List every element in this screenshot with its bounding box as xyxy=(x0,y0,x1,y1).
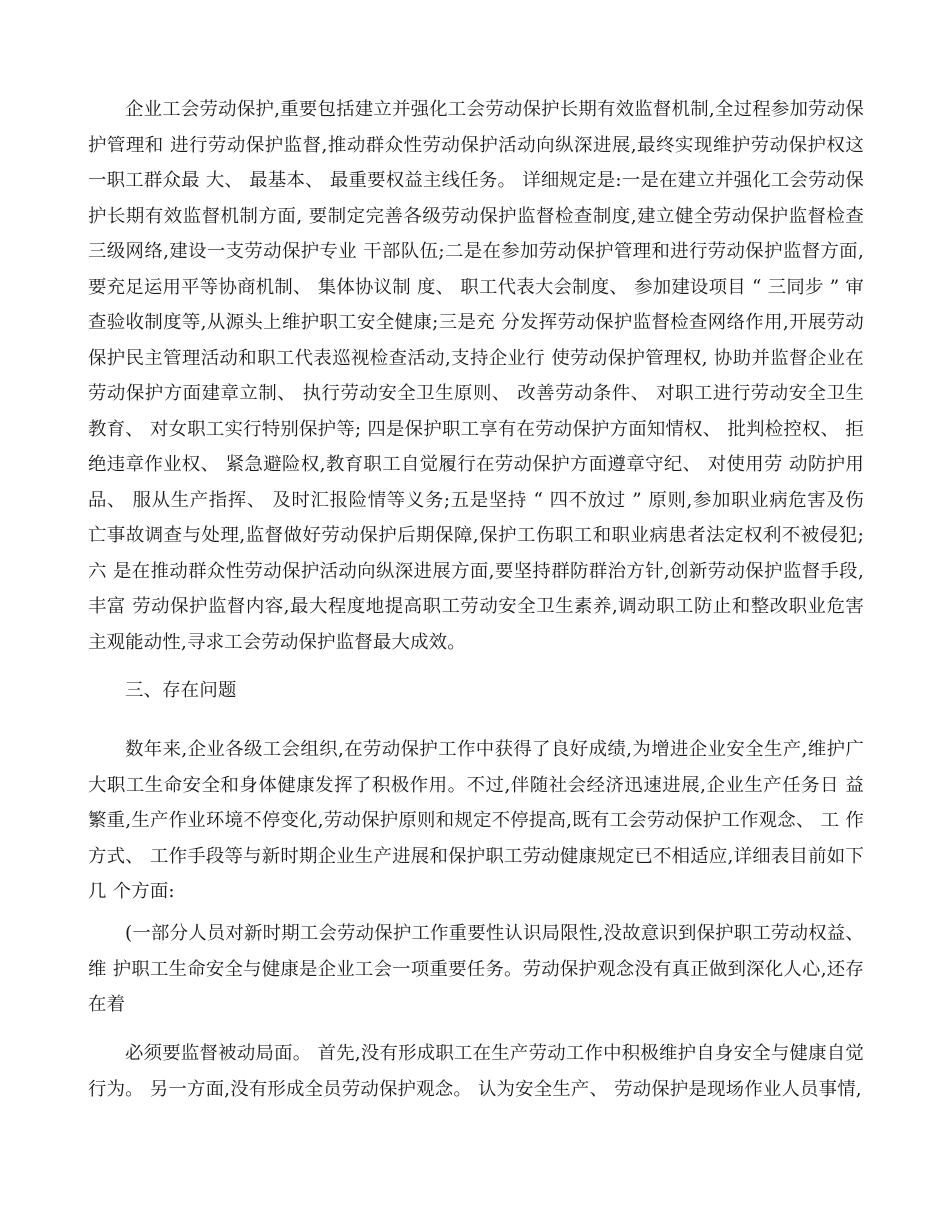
paragraph-insufficient-awareness: (一部分人员对新时期工会劳动保护工作重要性认识局限性,没故意识到保护职工劳动权益、维 护职工生命安全与健康是企业工会一项重要任务。劳动保护观念没有真正做到深化人心,还存在着 xyxy=(88,923,864,1015)
paragraph-achievements-and-gaps: 数年来,企业各级工会组织,在劳动保护工作中获得了良好成绩,为增进企业安全生产,维护广大职工生命安全和身体健康发挥了积极作用。不过,伴随社会经济迅速进展,企业生产任务日 益繁重,生产作业环境不停变化,劳动保护原则和规定不停提高,既有工会劳动保护工作观念、 工 作方式、 工作手段等与新时期企业生产进展和保护职工劳动健康规定已不相适应,详细表目前如下几 个方面: xyxy=(88,739,864,902)
paragraph-labor-protection-requirements: 企业工会劳动保护,重要包括建立并强化工会劳动保护长期有效监督机制,全过程参加劳动保护管理和 进行劳动保护监督,推动群众性劳动保护活动向纵深进展,最终实现维护劳动保护权这一职工群众最 大、 最基本、 最重要权益主线任务。 详细规定是:一是在建立并强化工会劳动保护长期有效监督机制方面, 要制定完善各级劳动保护监督检查制度,建立健全劳动保护监督检查三级网络,建设一支劳动保护专业 干部队伍;二是在参加劳动保护管理和进行劳动保护监督方面,要充足运用平等协商机制、 集体协议制 度、 职工代表大会制度、 参加建设项目 “ 三同步 ” 审查验收制度等,从源头上维护职工安全健康;三是充 分发挥劳动保护监督检查网络作用,开展劳动保护民主管理活动和职工代表巡视检查活动,支持企业行 使劳动保护管理权, 协助并监督企业在劳动保护方面建章立制、 执行劳动安全卫生原则、 改善劳动条件、 对职工进行劳动安全卫生教育、 对女职工实行特别保护等; 四是保护职工享有在劳动保护方面知情权、 批判检控权、 拒绝违章作业权、 紧急避险权,教育职工自觉履行在劳动保护方面遵章守纪、 对使用劳 动防护用品、 服从生产指挥、 及时汇报险情等义务;五是坚持 “ 四不放过 ” 原则,参加职业病危害及伤 亡事故调查与处理,监督做好劳动保护后期保障,保护工伤职工和职业病患者法定权利不被侵犯;六 是在推动群众性劳动保护活动向纵深进展方面,要坚持群防群治方针,创新劳动保护监督手段,丰富 劳动保护监督内容,最大程度地提高职工劳动安全卫生素养,调动职工防止和整改职业危害主观能动性,寻求工会劳动保护监督最大成效。 xyxy=(88,99,864,653)
section-heading-existing-problems: 三、存在问题 xyxy=(125,680,237,701)
paragraph-passive-supervision: 必须要监督被动局面。 首先,没有形成职工在生产劳动工作中积极维护自身安全与健康自觉行为。 另一方面,没有形成全员劳动保护观念。 认为安全生产、 劳动保护是现场作业人员事情, xyxy=(88,1043,864,1100)
